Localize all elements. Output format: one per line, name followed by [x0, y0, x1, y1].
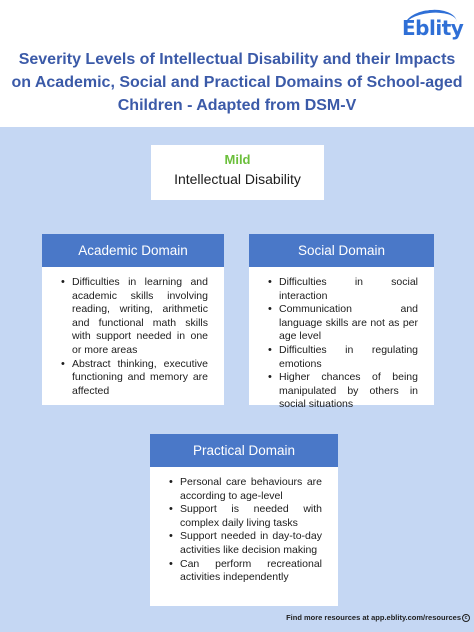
practical-domain-list — [170, 476, 322, 585]
severity-level-label: Mild — [224, 152, 251, 167]
list-item: • Difficulties in social interaction — [269, 276, 418, 303]
list-item: • Personal care behaviours are according to age-level — [170, 476, 322, 503]
copyright-icon: c — [462, 614, 470, 622]
list-item: • Communication and language skills are not as per age level — [269, 303, 418, 344]
list-item: • Difficulties in learning and academic skills involving reading, writing, arithmetic and functional math skills with support needed in one or more areas — [62, 276, 208, 358]
academic-domain-heading: Academic Domain — [42, 234, 224, 267]
list-item: • Support is needed with complex daily living tasks — [170, 503, 322, 530]
header — [0, 0, 474, 127]
list-item: • Higher chances of being manipulated by others in social situations — [269, 371, 418, 412]
list-item: • Difficulties in regulating emotions — [269, 344, 418, 371]
severity-level-box — [151, 145, 324, 200]
academic-domain-list — [62, 276, 208, 398]
severity-level-subtitle: Intellectual Disability — [174, 171, 301, 187]
social-domain-card — [249, 234, 434, 411]
practical-domain-heading: Practical Domain — [150, 434, 338, 467]
eblity-logo[interactable] — [402, 14, 464, 42]
social-domain-list — [269, 276, 418, 412]
practical-domain-card — [150, 434, 338, 606]
list-item: • Support needed in day-to-day activities like decision making — [170, 530, 322, 557]
page-title: Severity Levels of Intellectual Disability and their Impacts on Academic, Social and Practical Domains of School-aged Children - Adapted from DSM-V — [11, 51, 463, 114]
footer — [286, 613, 470, 622]
academic-domain-card — [42, 234, 224, 405]
list-item: • Can perform recreational activities independently — [170, 558, 322, 585]
logo-text: Eblity — [402, 16, 464, 40]
social-domain-heading: Social Domain — [249, 234, 434, 267]
footer-link[interactable]: Find more resources at app.eblity.com/resources — [286, 613, 461, 622]
list-item: • Abstract thinking, executive functioning and memory are affected — [62, 358, 208, 399]
